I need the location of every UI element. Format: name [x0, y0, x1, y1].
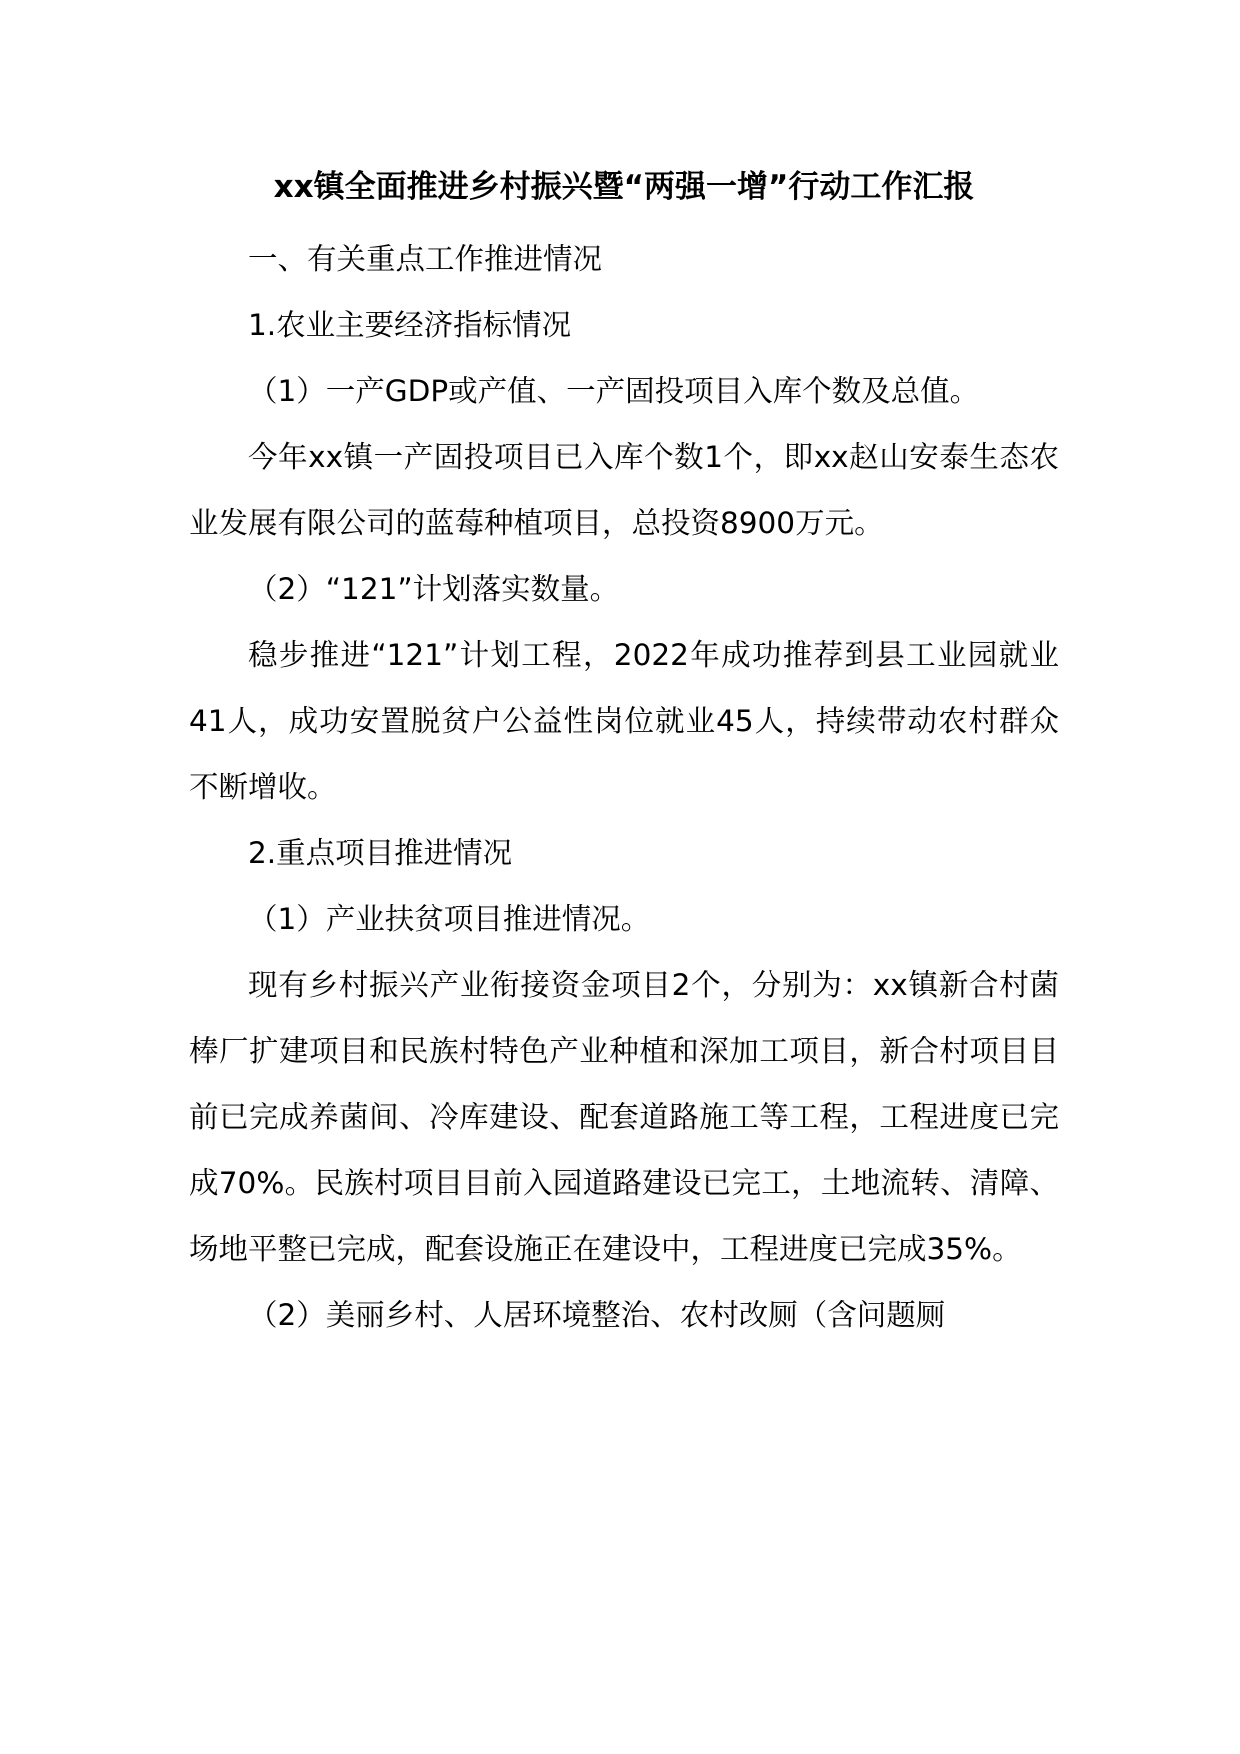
document-page — [189, 160, 1059, 1348]
paragraph-investment-project: 今年xx镇一产固投项目已入库个数1个，即xx赵山安泰生态农业发展有限公司的蓝莓种植项目，总投资8900万元。 — [189, 440, 1059, 540]
section-heading-key-work: 一、有关重点工作推进情况 — [248, 242, 603, 276]
item-industry-projects: （1）产业扶贫项目推进情况。 — [248, 902, 651, 936]
paragraph-industry-projects: 现有乡村振兴产业衔接资金项目2个，分别为：xx镇新合村菌棒厂扩建项目和民族村特色产业种植和深加工项目，新合村项目目前已完成养菌间、冷库建设、配套道路施工等工程，工程进度已完成70%。民族村项目目前入园道路建设已完工，土地流转、清障、场地平整已完成，配套设施正在建设中，工程进度已完成35%。 — [189, 968, 1059, 1266]
item-gdp-investment: （1）一产GDP或产值、一产固投项目入库个数及总值。 — [248, 374, 980, 408]
paragraph-121-plan: 稳步推进“121”计划工程，2022年成功推荐到县工业园就业41人，成功安置脱贫户公益性岗位就业45人，持续带动农村群众不断增收。 — [189, 638, 1059, 804]
item-beautiful-village: （2）美丽乡村、人居环境整治、农村改厕（含问题厕 — [248, 1298, 946, 1332]
subheading-agri-indicators: 1.农业主要经济指标情况 — [248, 308, 572, 342]
subheading-key-projects: 2.重点项目推进情况 — [248, 836, 513, 870]
item-121-plan: （2）“121”计划落实数量。 — [248, 572, 620, 606]
document-title: xx镇全面推进乡村振兴暨“两强一增”行动工作汇报 — [273, 169, 975, 205]
